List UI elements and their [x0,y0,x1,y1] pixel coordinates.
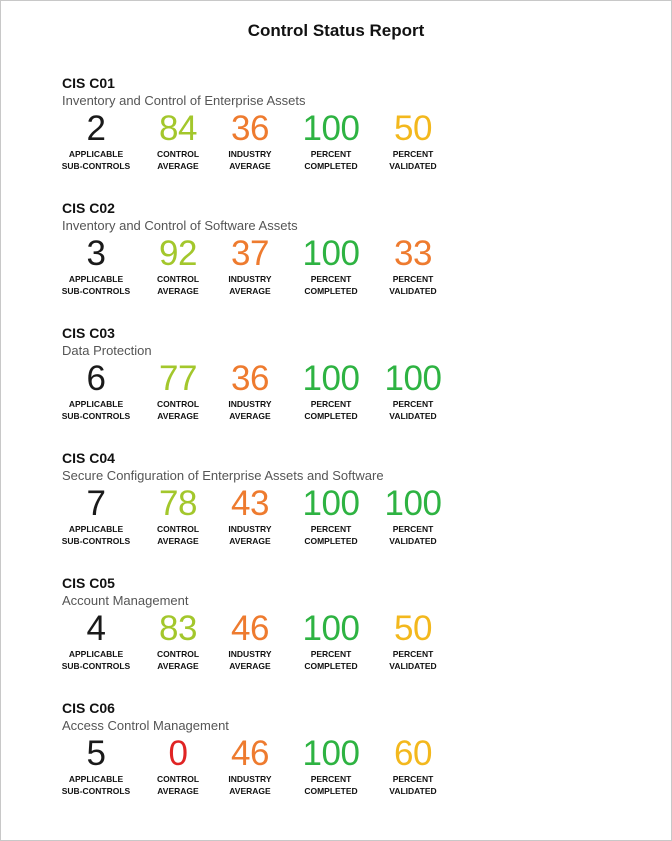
control-average-value: 0 [168,734,188,773]
metric-applicable [51,235,141,297]
control-section [62,450,651,575]
control-average-value: 77 [159,359,197,398]
metric-label-line1: CONTROL [156,774,200,784]
control-sections [62,75,651,825]
percent-completed-value: 100 [302,109,360,148]
metric-label-line2: VALIDATED [389,661,437,671]
control-average-value: 83 [159,609,197,648]
metric-industry-average [205,735,295,797]
metric-label-line2: VALIDATED [389,786,437,796]
section-name: Access Control Management [62,718,229,733]
metric-label-line2: SUB-CONTROLS [61,536,131,546]
metric-percent-completed [286,735,376,797]
percent-validated-value: 33 [394,234,432,273]
percent-completed-value: 100 [302,609,360,648]
metric-percent-completed [286,360,376,422]
industry-average-value: 46 [231,734,269,773]
metric-percent-validated [368,360,458,422]
metric-label-line1: APPLICABLE [68,774,124,784]
metric-applicable [51,735,141,797]
metric-label-line1: APPLICABLE [68,399,124,409]
metric-label-line1: APPLICABLE [68,649,124,659]
section-code: CIS C03 [62,325,115,341]
metric-label-line1: PERCENT [310,774,352,784]
metric-label-line1: PERCENT [310,524,352,534]
metric-label-line1: PERCENT [392,149,434,159]
metric-percent-validated [368,485,458,547]
section-code: CIS C04 [62,450,115,466]
metric-label-line1: APPLICABLE [68,274,124,284]
control-section [62,75,651,200]
metric-applicable [51,485,141,547]
control-section [62,575,651,700]
metric-label-line2: COMPLETED [304,661,358,671]
metric-label-line2: AVERAGE [157,536,199,546]
metric-label-line1: INDUSTRY [228,399,272,409]
metric-label-line2: AVERAGE [157,786,199,796]
section-name: Data Protection [62,343,152,358]
metric-label-line1: INDUSTRY [228,274,272,284]
metric-label-line1: PERCENT [310,399,352,409]
metric-applicable [51,360,141,422]
metric-label-line2: COMPLETED [304,161,358,171]
applicable-value: 3 [86,234,106,273]
metric-label-line2: COMPLETED [304,411,358,421]
industry-average-value: 43 [231,484,269,523]
metric-percent-validated [368,235,458,297]
control-average-value: 84 [159,109,197,148]
metric-label-line2: COMPLETED [304,786,358,796]
metric-label-line1: INDUSTRY [228,774,272,784]
metric-label-line2: AVERAGE [229,286,271,296]
metric-label-line1: CONTROL [156,149,200,159]
metric-percent-completed [286,235,376,297]
percent-completed-value: 100 [302,234,360,273]
metric-label-line1: CONTROL [156,399,200,409]
metric-label-line2: AVERAGE [229,786,271,796]
metric-label-line1: INDUSTRY [228,649,272,659]
industry-average-value: 36 [231,359,269,398]
control-section [62,200,651,325]
metric-label-line1: PERCENT [392,649,434,659]
metric-industry-average [205,110,295,172]
metric-label-line1: CONTROL [156,274,200,284]
applicable-value: 4 [86,609,106,648]
metric-label-line1: PERCENT [310,274,352,284]
section-code: CIS C02 [62,200,115,216]
metric-label-line1: CONTROL [156,649,200,659]
metric-label-line2: SUB-CONTROLS [61,286,131,296]
metric-label-line1: APPLICABLE [68,524,124,534]
metric-applicable [51,610,141,672]
metric-label-line2: VALIDATED [389,411,437,421]
metric-industry-average [205,360,295,422]
percent-completed-value: 100 [302,484,360,523]
metric-label-line2: AVERAGE [157,286,199,296]
section-code: CIS C01 [62,75,115,91]
percent-validated-value: 50 [394,109,432,148]
metric-label-line2: VALIDATED [389,536,437,546]
metric-label-line1: INDUSTRY [228,149,272,159]
metric-label-line2: AVERAGE [229,411,271,421]
control-section [62,325,651,450]
industry-average-value: 46 [231,609,269,648]
percent-validated-value: 100 [384,484,442,523]
applicable-value: 5 [86,734,106,773]
metric-label-line1: INDUSTRY [228,524,272,534]
metric-label-line2: AVERAGE [157,411,199,421]
percent-completed-value: 100 [302,359,360,398]
percent-completed-value: 100 [302,734,360,773]
metrics-row [62,360,651,432]
section-name: Secure Configuration of Enterprise Assets and Software [62,468,384,483]
metric-industry-average [205,610,295,672]
control-average-value: 92 [159,234,197,273]
percent-validated-value: 100 [384,359,442,398]
metric-label-line2: SUB-CONTROLS [61,786,131,796]
percent-validated-value: 50 [394,609,432,648]
applicable-value: 6 [86,359,106,398]
applicable-value: 2 [86,109,106,148]
metric-label-line1: PERCENT [392,774,434,784]
metric-percent-validated [368,110,458,172]
metric-label-line2: AVERAGE [229,161,271,171]
control-average-value: 78 [159,484,197,523]
metric-label-line1: PERCENT [310,149,352,159]
metric-label-line2: AVERAGE [157,661,199,671]
industry-average-value: 36 [231,109,269,148]
control-section [62,700,651,825]
metric-label-line1: PERCENT [392,524,434,534]
metric-applicable [51,110,141,172]
section-name: Inventory and Control of Software Assets [62,218,298,233]
percent-validated-value: 60 [394,734,432,773]
industry-average-value: 37 [231,234,269,273]
metrics-row [62,735,651,807]
metric-label-line2: COMPLETED [304,536,358,546]
metrics-row [62,610,651,682]
metrics-row [62,235,651,307]
section-code: CIS C05 [62,575,115,591]
metric-label-line1: PERCENT [310,649,352,659]
metric-label-line1: PERCENT [392,399,434,409]
metric-label-line2: SUB-CONTROLS [61,411,131,421]
metric-label-line2: VALIDATED [389,161,437,171]
metric-label-line2: COMPLETED [304,286,358,296]
applicable-value: 7 [86,484,106,523]
metric-label-line2: SUB-CONTROLS [61,661,131,671]
section-code: CIS C06 [62,700,115,716]
metric-label-line1: APPLICABLE [68,149,124,159]
metric-percent-validated [368,735,458,797]
metric-label-line2: AVERAGE [229,661,271,671]
metric-label-line1: PERCENT [392,274,434,284]
section-name: Account Management [62,593,189,608]
metric-industry-average [205,235,295,297]
metric-label-line2: AVERAGE [157,161,199,171]
metric-percent-completed [286,110,376,172]
metric-label-line2: SUB-CONTROLS [61,161,131,171]
metric-label-line1: CONTROL [156,524,200,534]
page-title: Control Status Report [247,21,425,40]
metric-label-line2: AVERAGE [229,536,271,546]
metrics-row [62,485,651,557]
section-name: Inventory and Control of Enterprise Assets [62,93,306,108]
metric-percent-completed [286,485,376,547]
metric-label-line2: VALIDATED [389,286,437,296]
metric-percent-validated [368,610,458,672]
metric-percent-completed [286,610,376,672]
metrics-row [62,110,651,182]
metric-industry-average [205,485,295,547]
